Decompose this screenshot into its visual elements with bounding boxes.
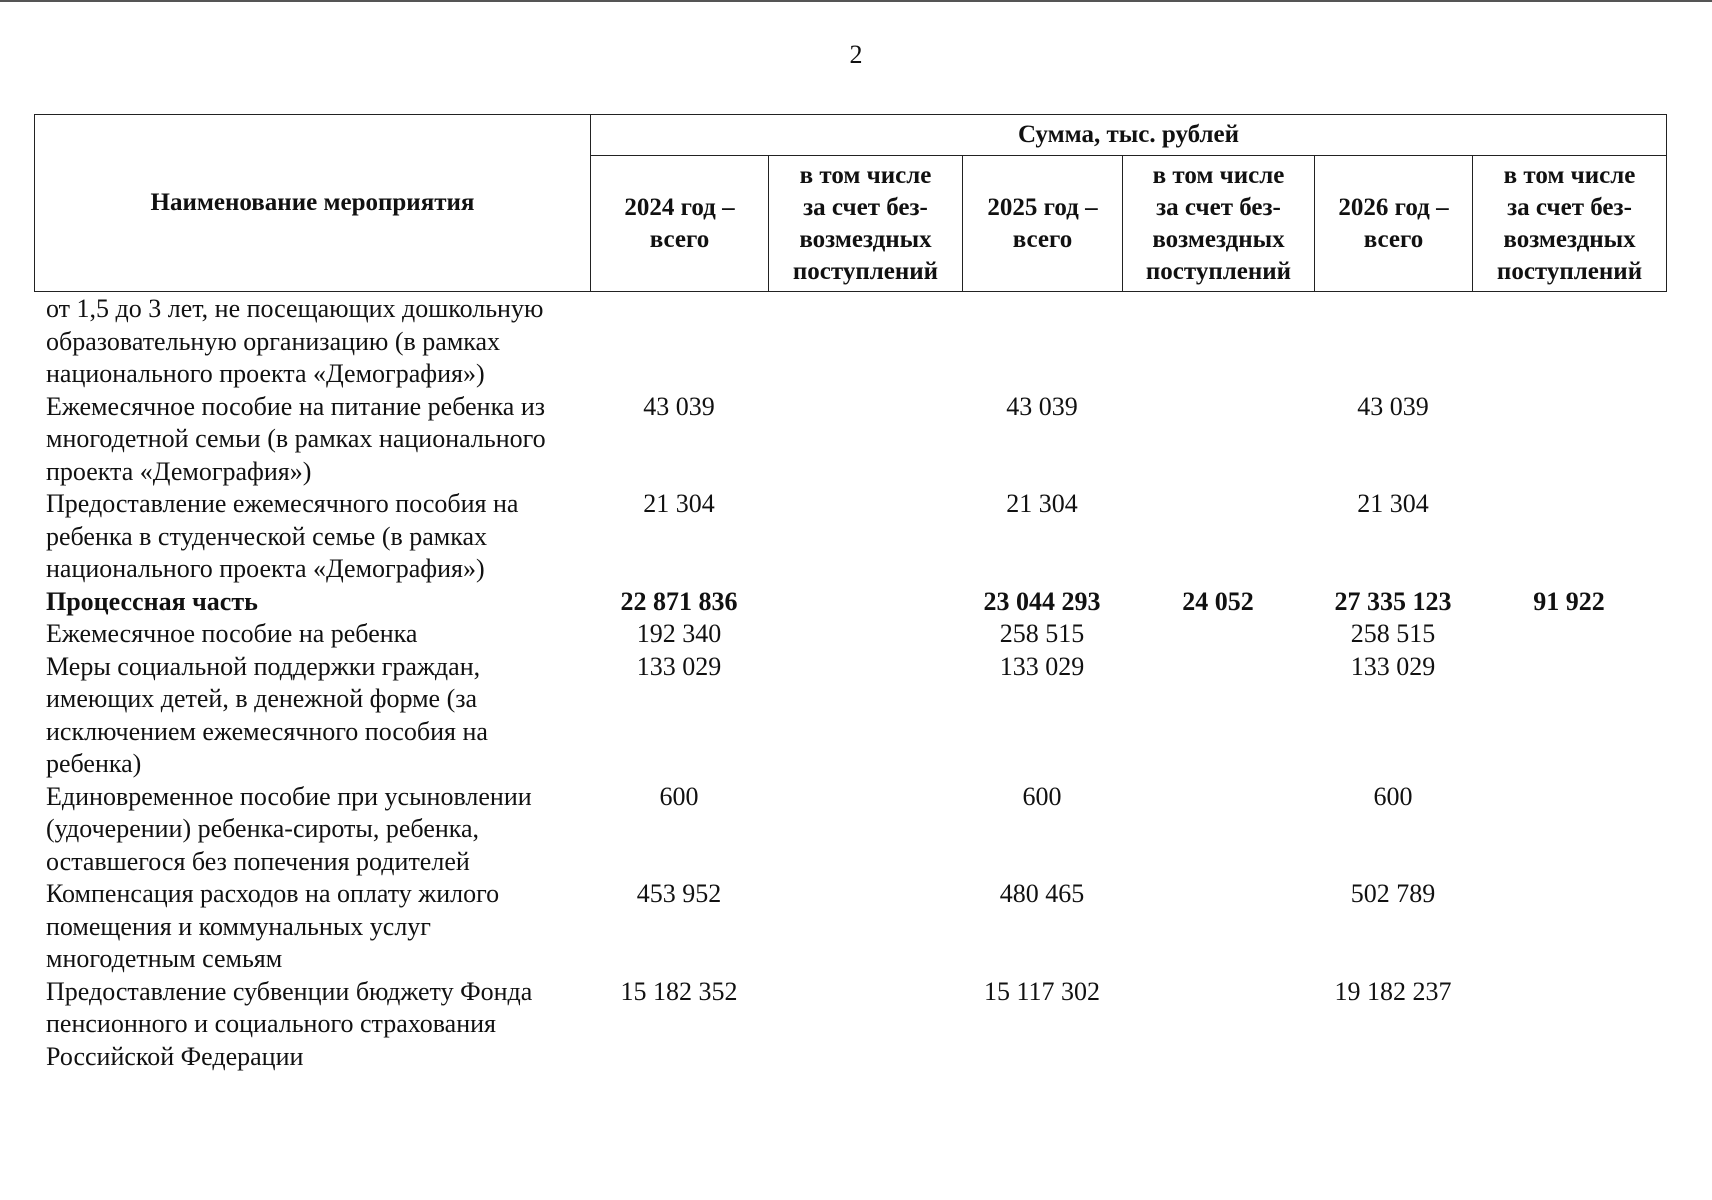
- cell-2025-total: 258 515: [999, 619, 1085, 648]
- cell-2025-total: 480 465: [999, 879, 1085, 908]
- cell-2026-gratuitous: [1472, 293, 1666, 391]
- page-number: 2: [849, 40, 863, 69]
- cell-2026-total: [1314, 293, 1472, 391]
- cell-2024-gratuitous: [768, 976, 962, 1074]
- header-2024-total: 2024 год – всего: [591, 156, 769, 292]
- row-name-cell: Процессная часть: [46, 586, 258, 616]
- table-row: [34, 293, 1666, 391]
- cell-2026-total: 258 515: [1350, 619, 1436, 648]
- cell-2024-gratuitous: [768, 618, 962, 651]
- table-row: [34, 878, 1666, 976]
- table-row: [34, 976, 1666, 1074]
- cell-2024-gratuitous: [768, 781, 962, 879]
- header-2024-gratuitous: в том числе за счет без- возмездных поступлений: [769, 156, 963, 292]
- header-2026-total: 2026 год – всего: [1315, 156, 1473, 292]
- cell-2024-total: 133 029: [636, 651, 722, 681]
- row-name-cell: Ежемесячное пособие на ребенка: [46, 619, 418, 648]
- header-2026-gratuitous: в том числе за счет без- возмездных поступлений: [1473, 156, 1667, 292]
- cell-2026-total: 27 335 123: [1334, 586, 1452, 616]
- cell-2026-total: 19 182 237: [1334, 976, 1452, 1006]
- table-row: [34, 586, 1666, 619]
- cell-2026-total: 502 789: [1350, 879, 1436, 908]
- cell-2026-gratuitous: 91 922: [1533, 586, 1605, 616]
- table-row: [34, 651, 1666, 781]
- cell-2025-gratuitous: [1122, 391, 1314, 489]
- cell-2025-gratuitous: [1122, 651, 1314, 781]
- cell-2025-gratuitous: [1122, 976, 1314, 1074]
- cell-2024-total: 15 182 352: [620, 976, 738, 1006]
- cell-2025-gratuitous: [1122, 488, 1314, 586]
- table-body: [34, 293, 1666, 1073]
- row-name-cell: Предоставление субвенции бюджету Фонда пенсионного и социального страхования Российской Федерации: [46, 976, 533, 1071]
- table-row: [34, 781, 1666, 879]
- cell-2024-gratuitous: [768, 586, 962, 619]
- cell-2026-gratuitous: [1472, 781, 1666, 879]
- cell-2024-total: 453 952: [636, 879, 722, 908]
- cell-2026-total: 600: [1373, 781, 1413, 811]
- header-2025-total: 2025 год – всего: [963, 156, 1123, 292]
- cell-2024-total: 22 871 836: [620, 586, 738, 616]
- cell-2025-gratuitous: [1122, 781, 1314, 879]
- table-row: [34, 618, 1666, 651]
- cell-2024-total: 21 304: [643, 489, 715, 518]
- cell-2026-gratuitous: [1472, 651, 1666, 781]
- cell-2026-gratuitous: [1472, 976, 1666, 1074]
- cell-2024-gratuitous: [768, 878, 962, 976]
- cell-2025-total: 15 117 302: [983, 976, 1101, 1006]
- row-name-cell: Предоставление ежемесячного пособия на ребенка в студенческой семье (в рамках национального проекта «Демография»): [46, 489, 519, 583]
- row-name-cell: Меры социальной поддержки граждан, имеющих детей, в денежной форме (за исключением ежемесячного пособия на ребенка): [46, 651, 488, 778]
- cell-2026-gratuitous: [1472, 618, 1666, 651]
- cell-2024-gratuitous: [768, 293, 962, 391]
- cell-2026-gratuitous: [1472, 391, 1666, 489]
- row-name-cell: Единовременное пособие при усыновлении (удочерении) ребенка-сироты, ребенка, оставшегося без попечения родителей: [46, 781, 532, 876]
- row-name-cell: от 1,5 до 3 лет, не посещающих дошкольную образовательную организацию (в рамках национального проекта «Демография»): [46, 294, 544, 388]
- cell-2024-gratuitous: [768, 391, 962, 489]
- cell-2025-total: 43 039: [1006, 391, 1078, 421]
- header-sum-group: Сумма, тыс. рублей: [591, 115, 1667, 156]
- cell-2024-total: 600: [659, 781, 699, 811]
- cell-2026-gratuitous: [1472, 878, 1666, 976]
- cell-2024-gratuitous: [768, 488, 962, 586]
- cell-2024-total: 192 340: [636, 619, 722, 648]
- cell-2025-gratuitous: [1122, 878, 1314, 976]
- cell-2026-gratuitous: [1472, 488, 1666, 586]
- cell-2024-total: 43 039: [643, 391, 715, 421]
- cell-2024-gratuitous: [768, 651, 962, 781]
- row-name-cell: Ежемесячное пособие на питание ребенка из многодетной семьи (в рамках национального проекта «Демография»): [46, 391, 546, 486]
- cell-2024-total: [590, 293, 768, 391]
- cell-2025-gratuitous: 24 052: [1182, 586, 1254, 616]
- table-header: [34, 114, 1667, 292]
- cell-2026-total: 21 304: [1357, 489, 1429, 518]
- scan-edge-line: [0, 0, 1712, 2]
- table-row: [34, 391, 1666, 489]
- cell-2025-total: 21 304: [1006, 489, 1078, 518]
- cell-2026-total: 43 039: [1357, 391, 1429, 421]
- cell-2025-total: [962, 293, 1122, 391]
- cell-2025-gratuitous: [1122, 618, 1314, 651]
- cell-2025-total: 23 044 293: [983, 586, 1101, 616]
- cell-2025-gratuitous: [1122, 293, 1314, 391]
- header-2025-gratuitous: в том числе за счет без- возмездных поступлений: [1123, 156, 1315, 292]
- cell-2025-total: 133 029: [999, 651, 1085, 681]
- cell-2025-total: 600: [1022, 781, 1062, 811]
- row-name-cell: Компенсация расходов на оплату жилого помещения и коммунальных услуг многодетным семьям: [46, 879, 500, 973]
- cell-2026-total: 133 029: [1350, 651, 1436, 681]
- table-row: [34, 488, 1666, 586]
- header-name-column: Наименование мероприятия: [35, 115, 591, 292]
